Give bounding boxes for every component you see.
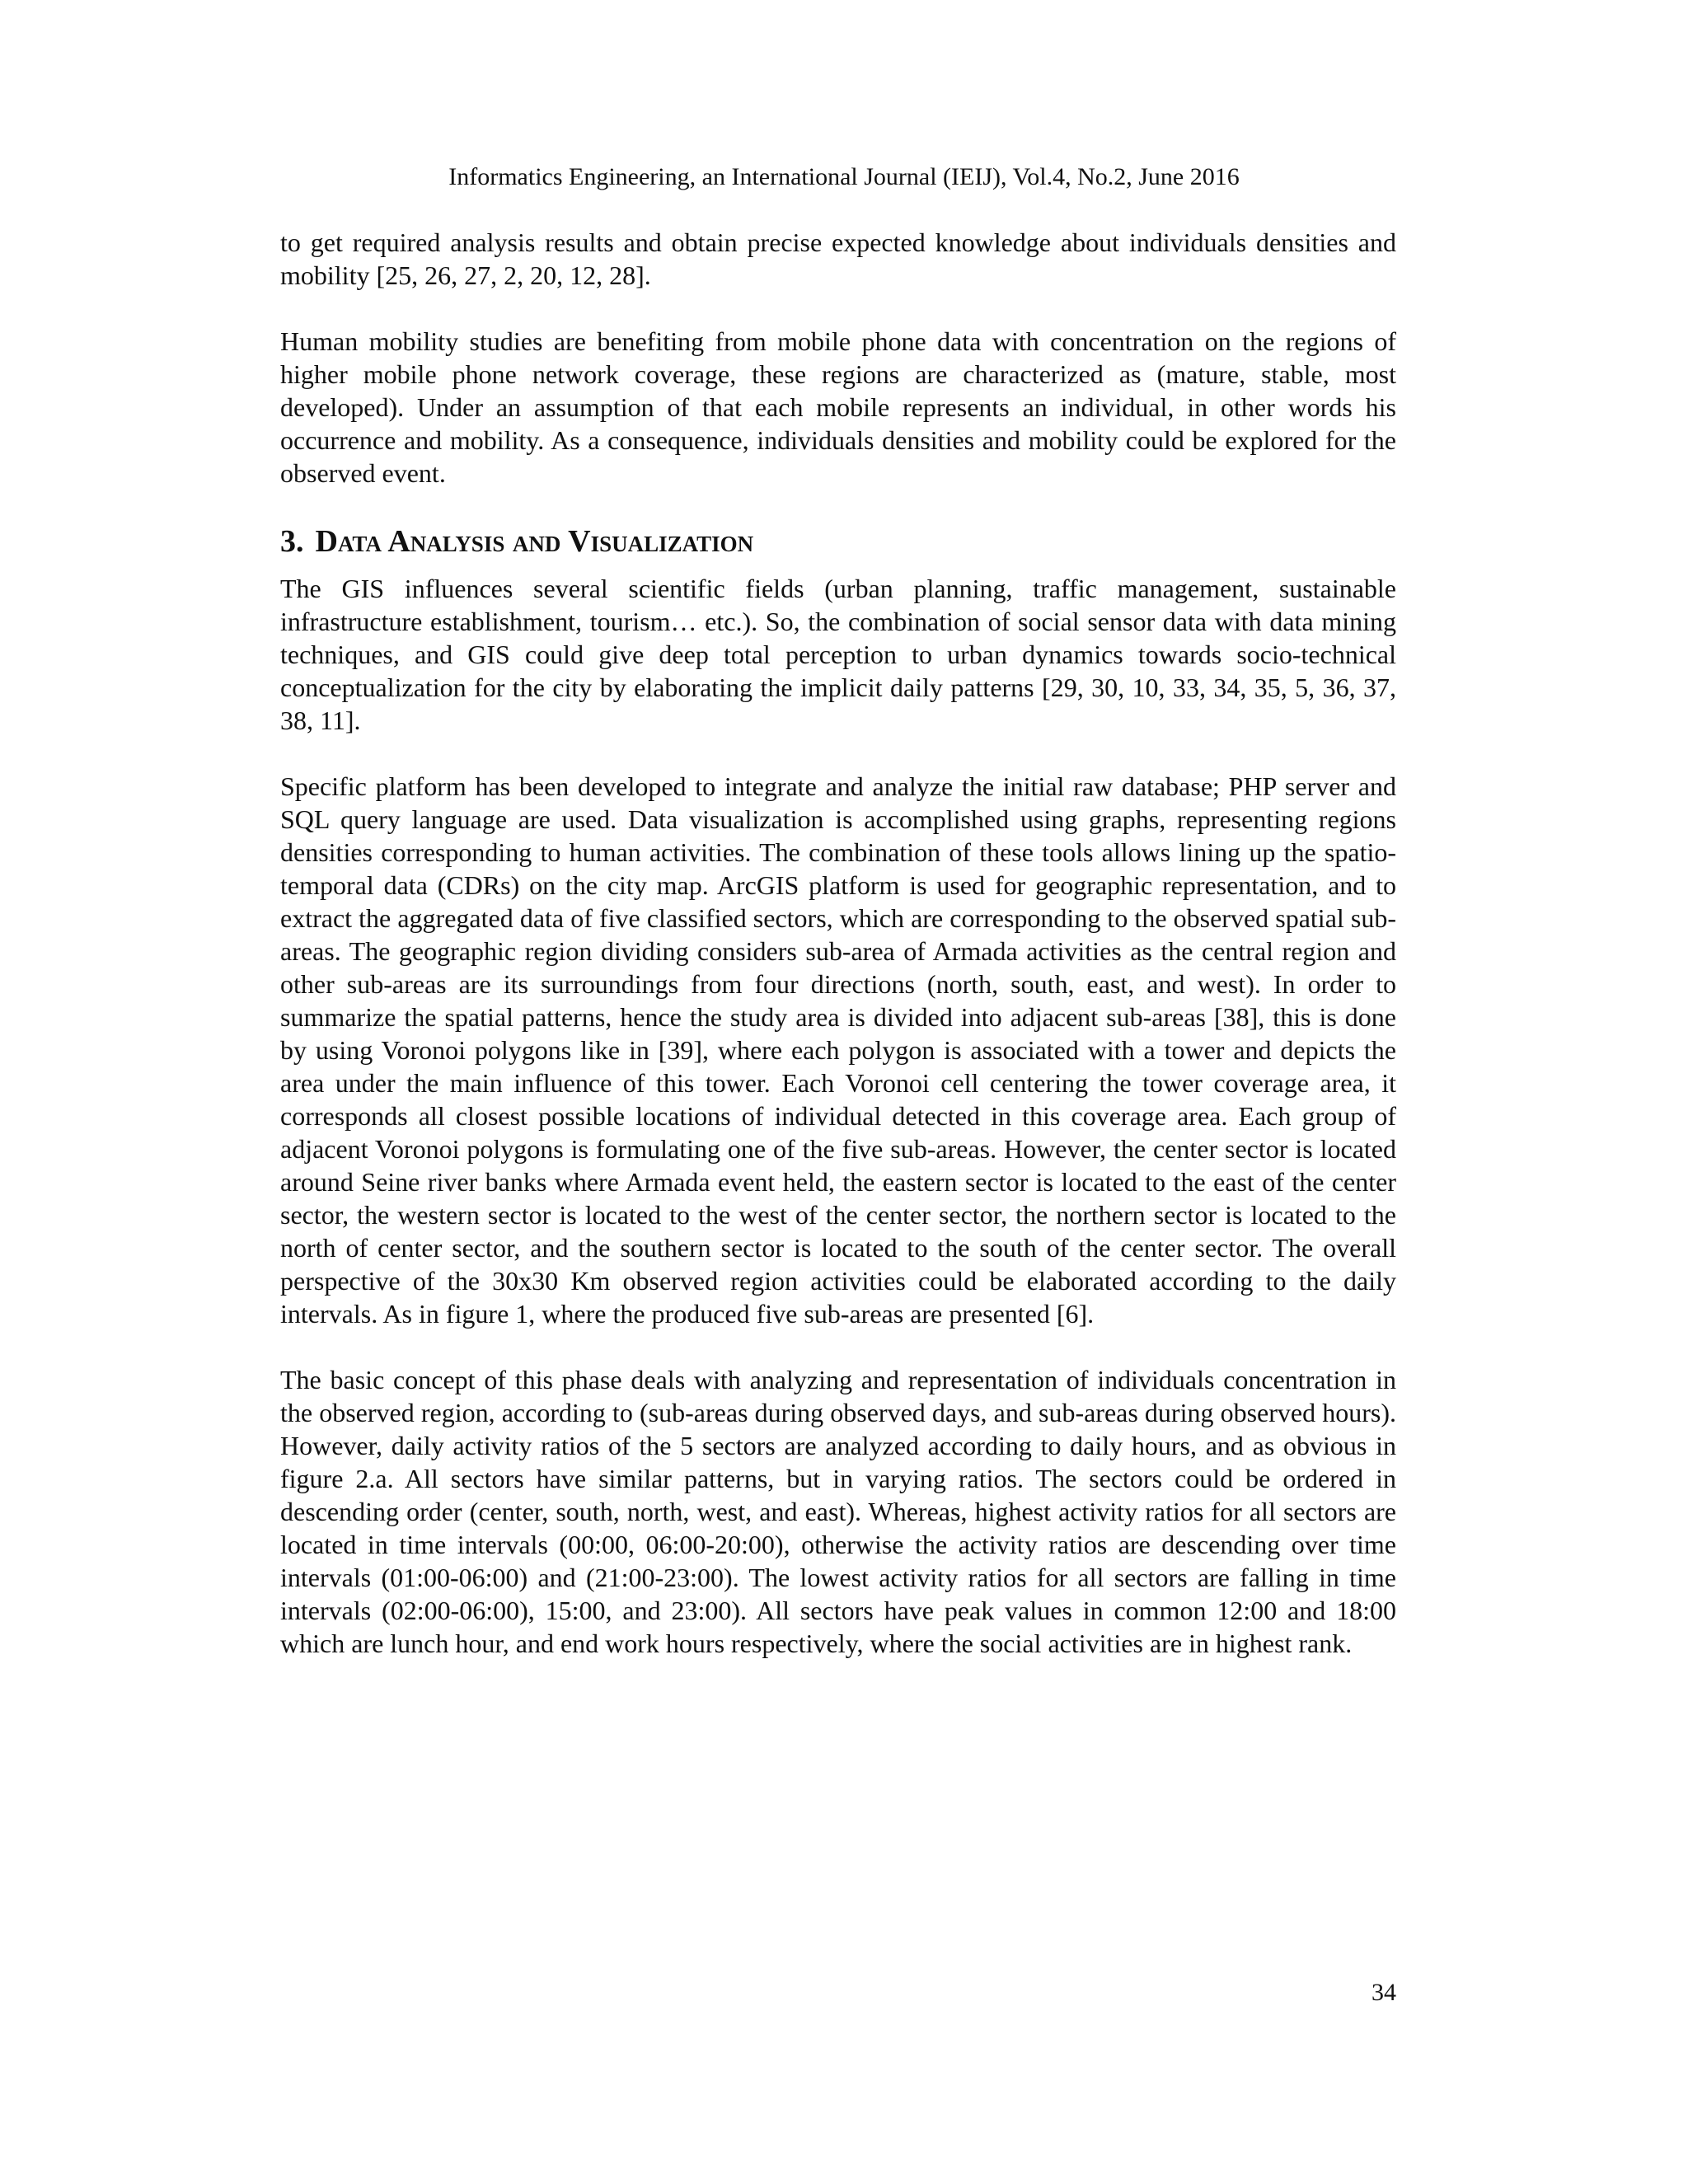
paragraph-platform: Specific platform has been developed to integrate and analyze the initial raw database; PHP server and SQL query language are used. Data visualization is accomplished using graphs, representing regions densities corresponding to human activities. The combination of these tools allows lining up the spatio-temporal data (CDRs) on the city map. ArcGIS platform is used for geographic representation, and to extract the aggregated data of five classified sectors, which are corresponding to the observed spatial sub-areas. The geographic region dividing considers sub-area of Armada activities as the central region and other sub-areas are its surroundings from four directions (north, south, east, and west). In order to summarize the spatial patterns, hence the study area is divided into adjacent sub-areas [38], this is done by using Voronoi polygons like in [39], where each polygon is associated with a tower and depicts the area under the main influence of this tower. Each Voronoi cell centering the tower coverage area, it corresponds all closest possible locations of individual detected in this coverage area. Each group of adjacent Voronoi polygons is formulating one of the five sub-areas. However, the center sector is located around Seine river banks where Armada event held, the eastern sector is located to the east of the center sector, the western sector is located to the west of the center sector, the northern sector is located to the north of center sector, and the southern sector is located to the south of the center sector. The overall perspective of the 30x30 Km observed region activities could be elaborated according to the daily intervals. As in figure 1, where the produced five sub-areas are presented [6]. bbox=[280, 771, 1396, 1329]
section-number: 3. bbox=[280, 524, 304, 559]
section-heading bbox=[280, 523, 1396, 560]
running-header: Informatics Engineering, an International Journal (IEIJ), Vol.4, No.2, June 2016 bbox=[448, 163, 1240, 190]
paragraph-gis: The GIS influences several scientific fields (urban planning, traffic management, sustainable infrastructure establishment, tourism… etc.). So, the combination of social sensor data with data mining techniques, and GIS could give deep total perception to urban dynamics towards socio-technical conceptualization for the city by elaborating the implicit daily patterns [29, 30, 10, 33, 34, 35, 5, 36, 37, 38, 11]. bbox=[280, 574, 1396, 735]
section-title: Data Analysis and Visualization bbox=[315, 524, 754, 559]
paragraph-human-mobility: Human mobility studies are benefiting from mobile phone data with concentration on the regions of higher mobile phone network coverage, these regions are characterized as (mature, stable, most developed). Under an assumption of that each mobile represents an individual, in other words his occurrence and mobility. As a consequence, individuals densities and mobility could be explored for the observed event. bbox=[280, 326, 1396, 488]
body-text bbox=[280, 226, 1396, 1693]
page-number: 34 bbox=[1372, 1979, 1396, 2006]
paragraph-continuation: to get required analysis results and obtain precise expected knowledge about individuals densities and mobility [25, 26, 27, 2, 20, 12, 28]. bbox=[280, 227, 1396, 290]
paragraph-basic-concept: The basic concept of this phase deals with analyzing and representation of individuals concentration in the observed region, according to (sub-areas during observed days, and sub-areas during observed hours). However, daily activity ratios of the 5 sectors are analyzed according to daily hours, and as obvious in figure 2.a. All sectors have similar patterns, but in varying ratios. The sectors could be ordered in descending order (center, south, north, west, and east). Whereas, highest activity ratios for all sectors are located in time intervals (00:00, 06:00-20:00), otherwise the activity ratios are descending over time intervals (01:00-06:00) and (21:00-23:00). The lowest activity ratios for all sectors are falling in time intervals (02:00-06:00), 15:00, and 23:00). All sectors have peak values in common 12:00 and 18:00 which are lunch hour, and end work hours respectively, where the social activities are in highest rank. bbox=[280, 1365, 1396, 1658]
